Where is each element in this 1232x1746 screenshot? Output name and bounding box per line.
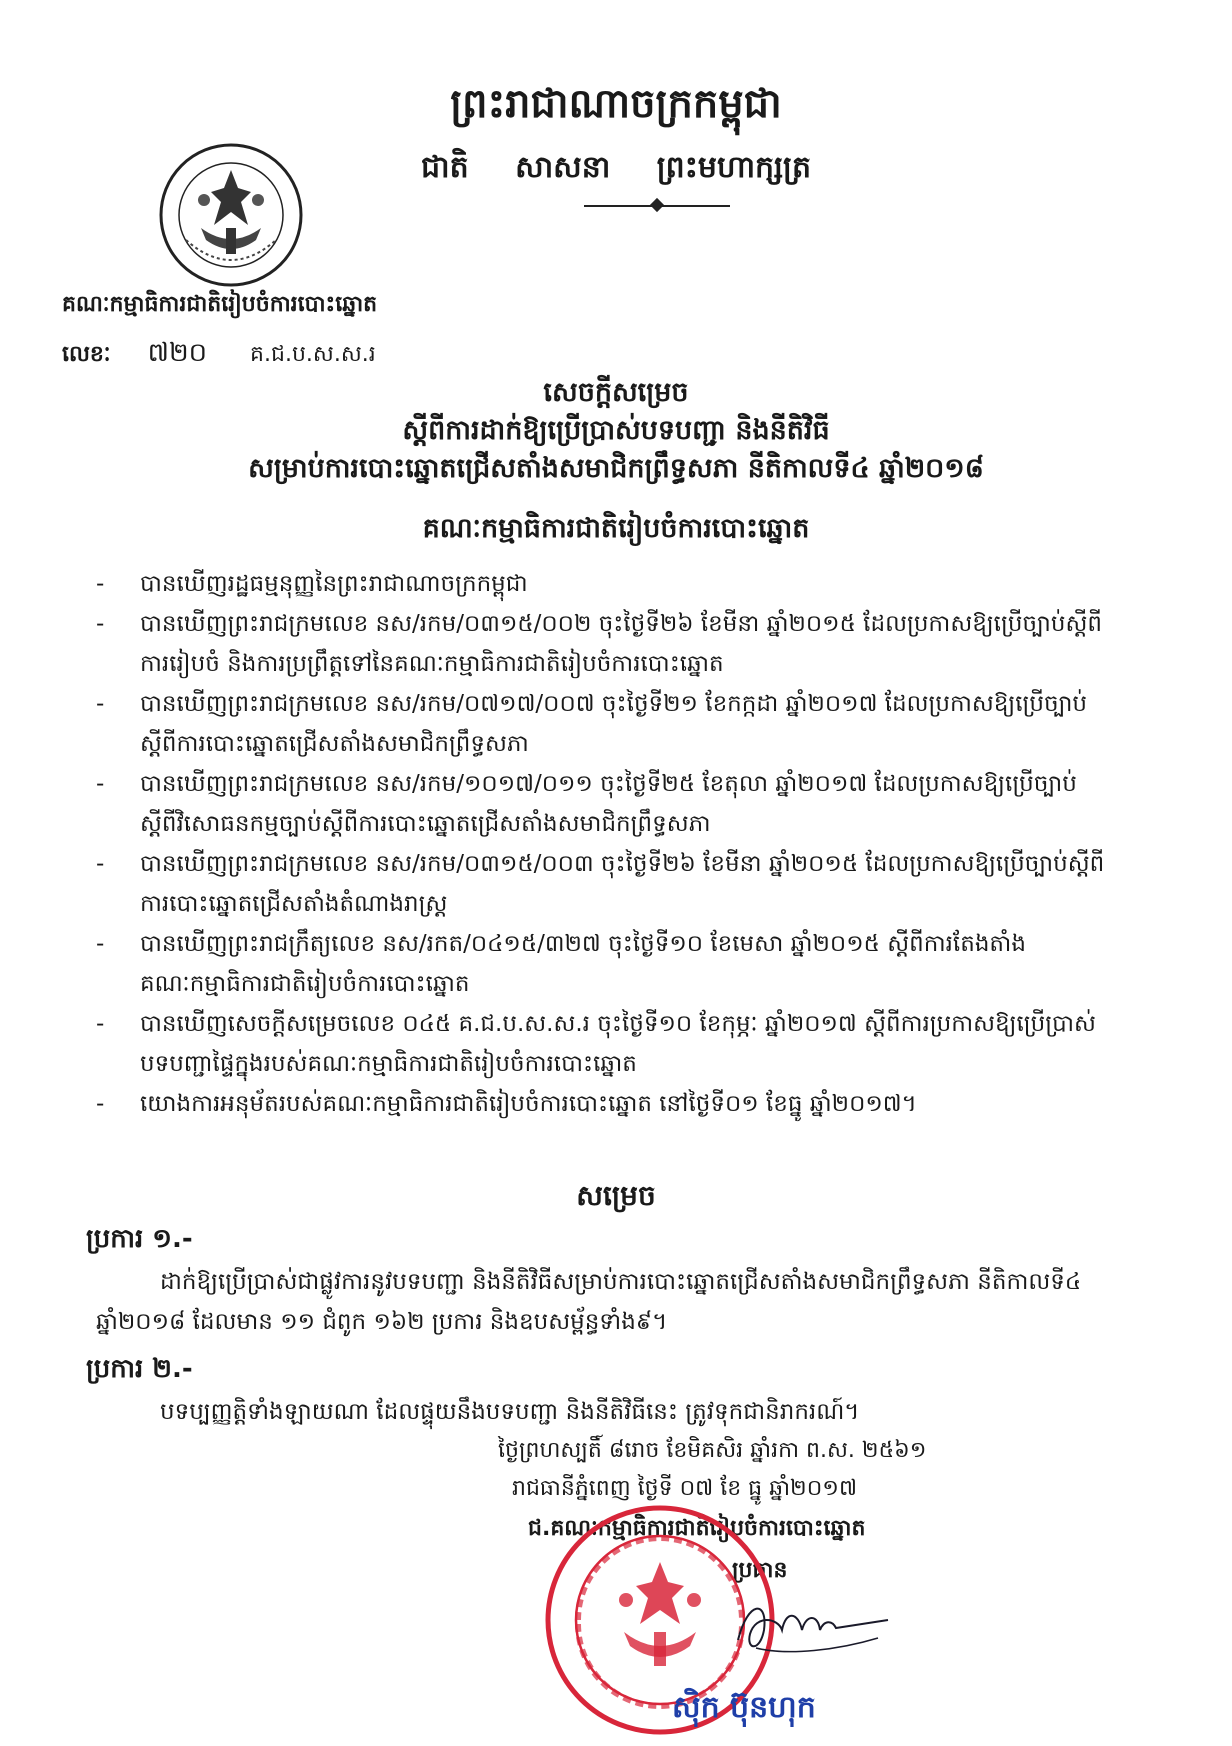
recital-item: - បានឃើញព្រះរាជក្រមលេខ នស/រកម/០៣១៥/០០៣ ចុះថ្ងៃទី២៦ ខែមីនា ឆ្នាំ២០១៥ ដែលប្រកាសឱ្យប្រើច្បាប់ស្តីពីការបោះឆ្នោតជ្រើសតាំងតំណាងរាស្ត្រ <box>96 844 1116 924</box>
signature-icon <box>728 1590 898 1660</box>
motto-religion: សាសនា <box>515 150 611 185</box>
recital-item: - យោងការអនុម័តរបស់គណៈកម្មាធិការជាតិរៀបចំការបោះឆ្នោត នៅថ្ងៃទី០១ ខែធ្នូ ឆ្នាំ២០១៧។ <box>96 1084 1116 1124</box>
reference-value: ៧២០ <box>147 338 208 368</box>
article-2-heading: ប្រការ ២.- <box>86 1354 193 1384</box>
recital-item: - បានឃើញរដ្ឋធម្មនុញ្ញនៃព្រះរាជាណាចក្រកម្ពុជា <box>96 564 1116 604</box>
document-subject-line2: សម្រាប់ការបោះឆ្នោតជ្រើសតាំងសមាជិកព្រឹទ្ធសភា នីតិកាលទី៤ ឆ្នាំ២០១៨ <box>248 453 984 484</box>
motto-nation: ជាតិ <box>421 150 469 185</box>
signer-name: ស៊ិក ប៊ុនហុក <box>672 1690 816 1725</box>
decision-heading: សម្រេច <box>576 1179 656 1212</box>
recital-item: - បានឃើញព្រះរាជក្រមលេខ នស/រកម/០៧១៧/០០៧ ចុះថ្ងៃទី២១ ខែកក្កដា ឆ្នាំ២០១៧ ដែលប្រកាសឱ្យប្រើច្បាប់ស្តីពីការបោះឆ្នោតជ្រើសតាំងសមាជិកព្រឹទ្ធសភា <box>96 684 1116 764</box>
on-behalf-of: ជ.គណៈកម្មាធិការជាតិរៀបចំការបោះឆ្នោត <box>528 1516 866 1541</box>
place-date: រាជធានីភ្នំពេញ ថ្ងៃទី ០៧ ខែ ធ្នូ ឆ្នាំ២០១៧ <box>512 1476 857 1501</box>
deciding-body: គណៈកម្មាធិការជាតិរៀបចំការបោះឆ្នោត <box>422 513 810 544</box>
reference-code: គ.ជ.ប.ស.ស.រ <box>250 342 376 367</box>
reference-label: លេខៈ <box>62 342 111 367</box>
recital-item: - បានឃើញព្រះរាជក្រមលេខ នស/រកម/១០១៧/០១១ ចុះថ្ងៃទី២៥ ខែតុលា ឆ្នាំ២០១៧ ដែលប្រកាសឱ្យប្រើច្បាប់ស្តីពីវិសោធនកម្មច្បាប់ស្តីពីការបោះឆ្នោតជ្រើសតាំងសមាជិកព្រឹទ្ធសភា <box>96 764 1116 844</box>
header-divider-ornament <box>650 198 664 212</box>
recital-item: - បានឃើញព្រះរាជក្រមលេខ នស/រកម/០៣១៥/០០២ ចុះថ្ងៃទី២៦ ខែមីនា ឆ្នាំ២០១៥ ដែលប្រកាសឱ្យប្រើច្បាប់ស្តីពីការរៀបចំ និងការប្រព្រឹត្តទៅនៃគណៈកម្មាធិការជាតិរៀបចំការបោះឆ្នោត <box>96 604 1116 684</box>
document-title: សេចក្តីសម្រេច <box>543 377 689 408</box>
nec-emblem-icon <box>156 140 306 290</box>
kingdom-title: ព្រះរាជាណាចក្រកម្ពុជា <box>450 81 782 127</box>
recital-item: - បានឃើញសេចក្តីសម្រេចលេខ ០៤៥ គ.ជ.ប.ស.ស.រ ចុះថ្ងៃទី១០ ខែកុម្ភៈ ឆ្នាំ២០១៧ ស្តីពីការប្រកាសឱ្យប្រើប្រាស់បទបញ្ជាផ្ទៃក្នុងរបស់គណៈកម្មាធិការជាតិរៀបចំការបោះឆ្នោត <box>96 1004 1116 1084</box>
signer-role: ប្រធាន <box>732 1558 788 1583</box>
reference-number <box>62 336 376 374</box>
article-2-text: បទប្បញ្ញត្តិទាំងឡាយណា ដែលផ្ទុយនឹងបទបញ្ជា និងនីតិវិធីនេះ ត្រូវទុកជានិរាករណ៍។ <box>160 1399 860 1425</box>
motto-king: ព្រះមហាក្សត្រ <box>656 150 811 185</box>
document-subject-line1: ស្តីពីការដាក់ឱ្យប្រើប្រាស់បទបញ្ជា និងនីតិវិធី <box>402 415 830 446</box>
recitals-list <box>96 564 1116 1124</box>
article-1-heading: ប្រការ ១.- <box>86 1224 193 1254</box>
lunar-date: ថ្ងៃព្រហស្បតិ៍ ៨រោច ខែមិគសិរ ឆ្នាំរកា ព.ស. ២៥៦១ <box>498 1438 927 1463</box>
issuer-name: គណៈកម្មាធិការជាតិរៀបចំការបោះឆ្នោត <box>62 292 378 317</box>
article-1-text: ដាក់ឱ្យប្រើប្រាស់ជាផ្លូវការនូវបទបញ្ជា និងនីតិវិធីសម្រាប់ការបោះឆ្នោតជ្រើសតាំងសមាជិកព្រឹទ្ធសភា នីតិកាលទី៤ ឆ្នាំ២០១៨ ដែលមាន ១១ ជំពូក ១៦២ ប្រការ និងឧបសម្ព័ន្ធទាំង៩។ <box>96 1269 1082 1335</box>
recital-item: - បានឃើញព្រះរាជក្រឹត្យលេខ នស/រកត/០៤១៥/៣២៧ ចុះថ្ងៃទី១០ ខែមេសា ឆ្នាំ២០១៥ ស្តីពីការតែងតាំងគណៈកម្មាធិការជាតិរៀបចំការបោះឆ្នោត <box>96 924 1116 1004</box>
